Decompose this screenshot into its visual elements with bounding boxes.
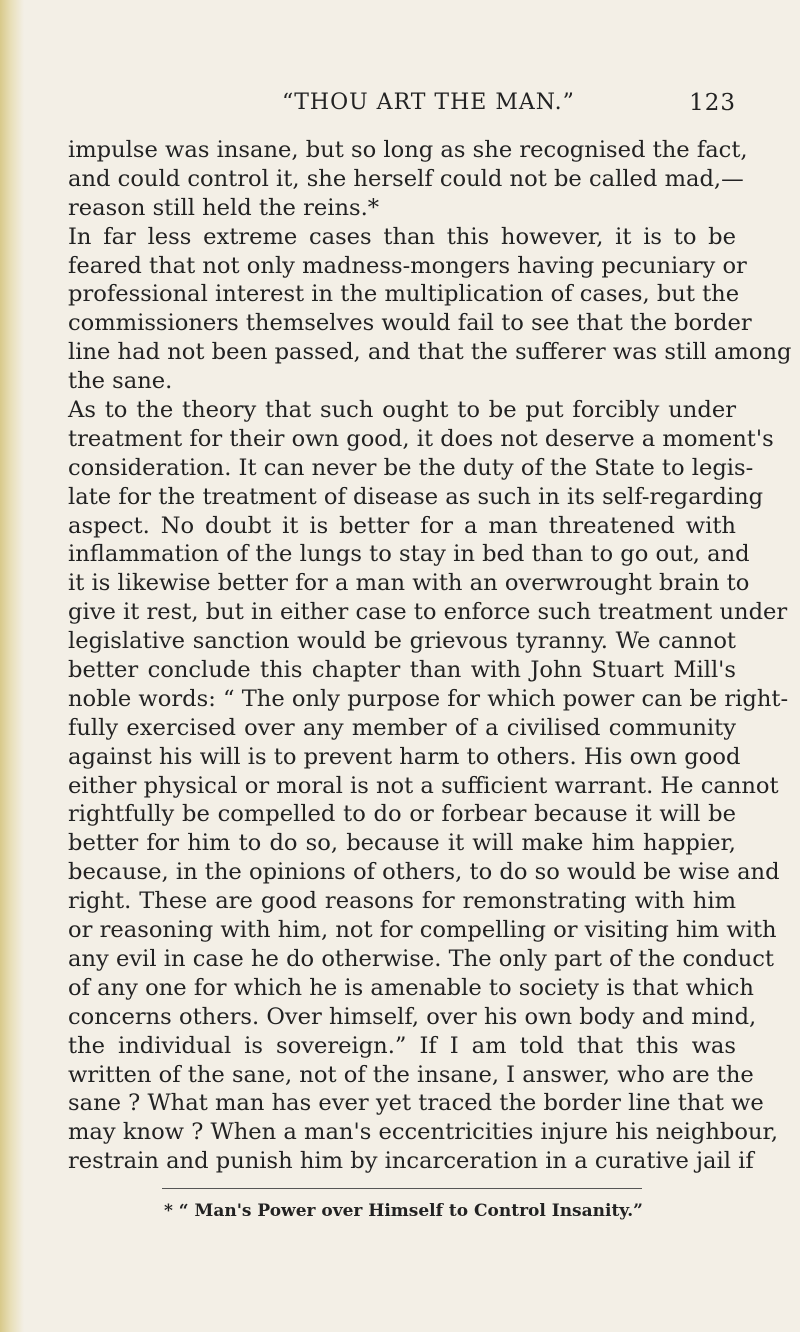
text-line: and could control it, she herself could not be called mad,—: [68, 165, 744, 192]
text-line: commissioners themselves would fail to see that the border: [68, 310, 752, 337]
text-line: written of the sane, not of the insane, I answer, who are the: [68, 1061, 754, 1088]
text-line: of any one for which he is amenable to society is that which: [68, 974, 754, 1001]
text-line: inflammation of the lungs to stay in bed than to go out, and: [68, 541, 750, 568]
text-line: treatment for their own good, it does not deserve a moment's: [68, 425, 774, 452]
text-line: consideration. It can never be the duty of the State to legis-: [68, 454, 754, 481]
text-line: either physical or moral is not a sufficient warrant. He cannot: [68, 772, 779, 799]
text-line: restrain and punish him by incarceration in a curative jail if: [68, 1148, 754, 1175]
book-page: [68, 88, 792, 1222]
footnote: * “ Man's Power over Himself to Control Insanity.”: [164, 1201, 643, 1222]
text-line: professional interest in the multiplication of cases, but the: [68, 281, 740, 308]
text-line: line had not been passed, and that the sufferer was still among: [68, 339, 792, 366]
text-line: or reasoning with him, not for compelling or visiting him with: [68, 917, 777, 944]
text-line: concerns others. Over himself, over his own body and mind,: [68, 1003, 757, 1030]
text-line: aspect. No doubt it is better for a man threatened with: [68, 512, 736, 539]
text-line: fully exercised over any member of a civilised community: [68, 714, 736, 741]
text-line: sane ? What man has ever yet traced the border line that we: [68, 1090, 764, 1117]
text-line: give it rest, but in either case to enforce such treatment under: [68, 599, 788, 626]
text-line: any evil in case he do otherwise. The only part of the conduct: [68, 945, 774, 972]
text-line: against his will is to prevent harm to others. His own good: [68, 743, 741, 770]
text-line: late for the treatment of disease as such in its self-regarding: [68, 483, 764, 510]
page-number: 123: [689, 90, 736, 116]
text-line: better for him to do so, because it will make him happier,: [68, 830, 736, 857]
text-line: As to the theory that such ought to be put forcibly under: [68, 397, 736, 424]
text-line: the individual is sovereign.” If I am told that this was: [68, 1032, 736, 1059]
text-line: feared that not only madness-mongers having pecuniary or: [68, 252, 747, 279]
page-header: [68, 88, 736, 124]
body-text: [68, 136, 792, 1176]
text-line: impulse was insane, but so long as she recognised the fact,: [68, 137, 748, 163]
running-title: “THOU ART THE MAN.”: [282, 90, 575, 115]
text-line: reason still held the reins.*: [68, 194, 380, 221]
text-line: In far less extreme cases than this however, it is to be: [68, 223, 736, 250]
text-line: rightfully be compelled to do or forbear because it will be: [68, 801, 736, 828]
book-spine-edge: [0, 0, 24, 1332]
text-line: because, in the opinions of others, to do so would be wise and: [68, 859, 780, 886]
text-line: right. These are good reasons for remonstrating with him: [68, 888, 736, 915]
text-line: legislative sanction would be grievous tyranny. We cannot: [68, 628, 736, 655]
footnote-rule: [162, 1188, 642, 1189]
text-line: better conclude this chapter than with John Stuart Mill's: [68, 657, 736, 684]
text-line: noble words: “ The only purpose for which power can be right-: [68, 685, 789, 712]
text-line: may know ? When a man's eccentricities injure his neighbour,: [68, 1119, 779, 1146]
text-line: the sane.: [68, 368, 173, 395]
text-line: it is likewise better for a man with an overwrought brain to: [68, 570, 750, 597]
